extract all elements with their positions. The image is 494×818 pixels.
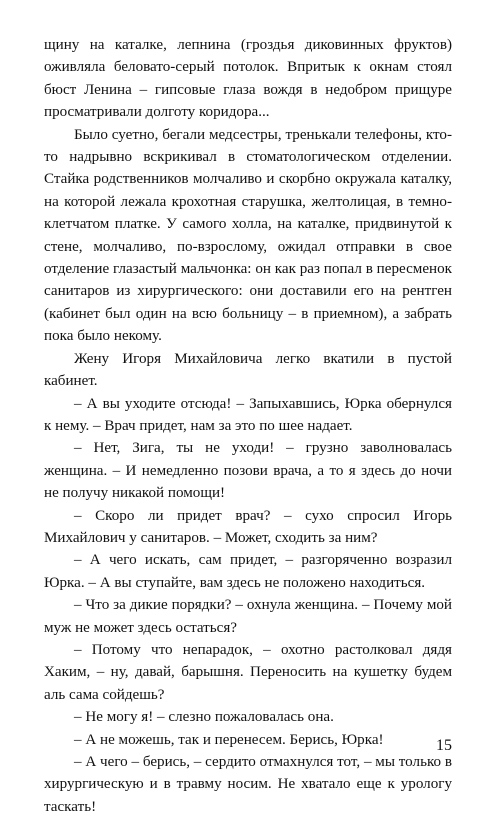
paragraph-8: – Что за дикие порядки? – охнула женщина. – Почему мой муж не может здесь остаться?: [44, 597, 452, 636]
paragraph-1: щину на каталке, лепнина (гроздья диковинных фруктов) оживляла беловато-серый потолок. Впритык к окнам стоял бюст Ленина – гипсовые глаза вождя в недобром прищуре просматривали долготу коридора...: [44, 37, 452, 121]
paragraph-7: – А чего искать, сам придет, – разгоряченно возразил Юрка. – А вы ступайте, вам здесь не положено находиться.: [44, 552, 452, 591]
paragraph-6: – Скоро ли придет врач? – сухо спросил Игорь Михайлович у санитаров. – Может, сходить за ним?: [44, 507, 452, 546]
paragraph-3: Жену Игоря Михайловича легко вкатили в пустой кабинет.: [44, 350, 452, 390]
paragraph-2: Было суетно, бегали медсестры, тренькали телефоны, кто-то надрывно вскрикивал в стоматологическом отделении. Стайка родственников молчаливо и скорбно окружала каталку, на которой лежала крохотная старушка, желтолицая, в темно-клетчатом платке. У самого холла, на каталке, придвинутой к стене, молчаливо, по-взрослому, ожидал отправки в свое отделение глазастый мальчонка: он как раз попал в пересменок санитаров из хирургического: они доставили его на рентген (кабинет был один на всю больницу – в приемном), а забрать пока было некому.: [44, 126, 452, 345]
paragraph-11: – А не можешь, так и перенесем. Берись, Юрка!: [74, 731, 384, 748]
paragraph-4: – А вы уходите отсюда! – Запыхавшись, Юрка обернулся к нему. – Врач придет, нам за это по шее надает.: [44, 395, 452, 434]
paragraph-9: – Потому что непарадок, – охотно растолковал дядя Хаким, – ну, давай, барышня. Переносить на кушетку будем аль сама сойдешь?: [44, 641, 452, 703]
paragraph-10: – Не могу я! – слезно пожаловалась она.: [74, 709, 334, 726]
paragraph-5: – Нет, Зига, ты не уходи! – грузно заволновалась женщина. – И немедленно позови врача, а то я здесь до ночи не получу никакой помощи!: [44, 440, 452, 502]
body-text: [44, 34, 452, 818]
paragraph-12: – А чего – берись, – сердито отмахнулся тот, – мы только в хирургическую и в травму носим. Не хватало еще к урологу таскать!: [44, 754, 452, 815]
page-number: 15: [436, 737, 452, 754]
